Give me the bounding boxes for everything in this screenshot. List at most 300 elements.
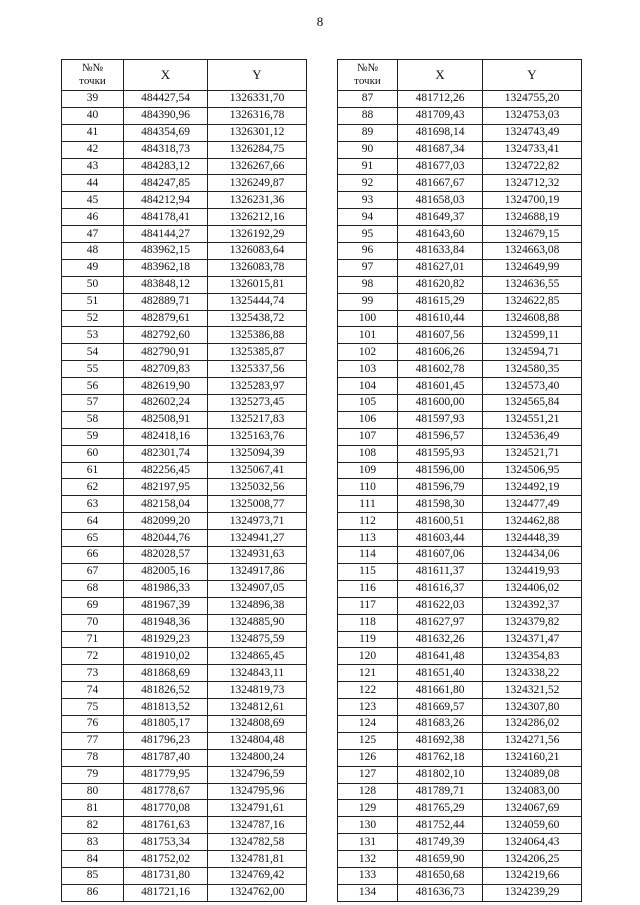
y-coordinate-cell: 1324712,32 [483,175,582,192]
column-header-point-number: №№ точки [338,60,398,91]
point-number-cell: 51 [62,293,124,310]
table-row [62,462,307,479]
y-coordinate-cell: 1324800,24 [208,749,307,766]
table-row [338,445,582,462]
y-coordinate-cell: 1324781,81 [208,851,307,868]
x-coordinate-cell: 481598,30 [398,496,483,513]
x-coordinate-cell: 481683,26 [398,715,483,732]
x-coordinate-cell: 481651,40 [398,665,483,682]
y-coordinate-cell: 1324679,15 [483,226,582,243]
y-coordinate-cell: 1326249,87 [208,175,307,192]
column-header-point-number: №№ точки [62,60,124,91]
x-coordinate-cell: 483962,15 [124,243,208,260]
point-number-cell: 67 [62,563,124,580]
x-coordinate-cell: 482709,83 [124,361,208,378]
y-coordinate-cell: 1326083,78 [208,259,307,276]
x-coordinate-cell: 481752,02 [124,851,208,868]
y-coordinate-cell: 1324865,45 [208,648,307,665]
table-row [62,867,307,884]
table-row [338,715,582,732]
x-coordinate-cell: 481796,23 [124,732,208,749]
x-coordinate-cell: 481752,44 [398,817,483,834]
x-coordinate-cell: 481650,68 [398,867,483,884]
x-coordinate-cell: 484318,73 [124,141,208,158]
point-number-cell: 69 [62,597,124,614]
coordinates-table-right [337,59,582,902]
point-number-cell: 76 [62,715,124,732]
y-coordinate-cell: 1324434,06 [483,547,582,564]
x-coordinate-cell: 481611,37 [398,563,483,580]
point-number-cell: 122 [338,682,398,699]
y-coordinate-cell: 1325094,39 [208,445,307,462]
table-row [338,783,582,800]
point-number-cell: 80 [62,783,124,800]
y-coordinate-cell: 1325217,83 [208,411,307,428]
y-coordinate-cell: 1324160,21 [483,749,582,766]
table-row [62,124,307,141]
table-row [62,563,307,580]
x-coordinate-cell: 481649,37 [398,209,483,226]
point-number-cell: 98 [338,276,398,293]
y-coordinate-cell: 1324419,93 [483,563,582,580]
point-number-cell: 42 [62,141,124,158]
table-row [62,479,307,496]
table-row [338,293,582,310]
table-row [338,124,582,141]
y-coordinate-cell: 1324608,88 [483,310,582,327]
x-coordinate-cell: 481602,78 [398,361,483,378]
point-number-cell: 83 [62,834,124,851]
point-number-cell: 77 [62,732,124,749]
point-number-cell: 68 [62,580,124,597]
point-number-cell: 95 [338,226,398,243]
table-row [62,817,307,834]
y-coordinate-cell: 1324565,84 [483,395,582,412]
table-row [62,530,307,547]
y-coordinate-cell: 1324649,99 [483,259,582,276]
table-row [338,91,582,108]
table-row [62,226,307,243]
point-number-cell: 89 [338,124,398,141]
y-coordinate-cell: 1326212,16 [208,209,307,226]
point-number-cell: 118 [338,614,398,631]
table-row [338,648,582,665]
x-coordinate-cell: 482418,16 [124,428,208,445]
table-row [338,209,582,226]
point-number-cell: 116 [338,580,398,597]
x-coordinate-cell: 481805,17 [124,715,208,732]
table-row [62,766,307,783]
y-coordinate-cell: 1324753,03 [483,107,582,124]
table-row [338,580,582,597]
y-coordinate-cell: 1324622,85 [483,293,582,310]
x-coordinate-cell: 484178,41 [124,209,208,226]
y-coordinate-cell: 1324733,41 [483,141,582,158]
y-coordinate-cell: 1324636,55 [483,276,582,293]
x-coordinate-cell: 481632,26 [398,631,483,648]
table-row [62,259,307,276]
x-coordinate-cell: 481709,43 [398,107,483,124]
y-coordinate-cell: 1324931,63 [208,547,307,564]
table-row [338,276,582,293]
table-header-row [62,60,307,91]
point-number-cell: 57 [62,395,124,412]
point-number-cell: 133 [338,867,398,884]
point-number-cell: 72 [62,648,124,665]
y-coordinate-cell: 1324812,61 [208,699,307,716]
y-coordinate-cell: 1324804,48 [208,732,307,749]
x-coordinate-cell: 481627,01 [398,259,483,276]
x-coordinate-cell: 481600,51 [398,513,483,530]
table-row [338,732,582,749]
point-number-cell: 125 [338,732,398,749]
table-row [338,851,582,868]
point-number-cell: 132 [338,851,398,868]
y-coordinate-cell: 1324551,21 [483,411,582,428]
y-coordinate-cell: 1324392,37 [483,597,582,614]
point-number-cell: 39 [62,91,124,108]
x-coordinate-cell: 481826,52 [124,682,208,699]
y-coordinate-cell: 1324338,22 [483,665,582,682]
y-coordinate-cell: 1324379,82 [483,614,582,631]
point-number-cell: 40 [62,107,124,124]
table-row [338,834,582,851]
point-number-cell: 53 [62,327,124,344]
y-coordinate-cell: 1324700,19 [483,192,582,209]
table-row [338,817,582,834]
table-row [62,411,307,428]
y-coordinate-cell: 1324808,69 [208,715,307,732]
point-number-cell: 120 [338,648,398,665]
point-number-cell: 65 [62,530,124,547]
x-coordinate-cell: 481636,73 [398,884,483,901]
point-number-cell: 88 [338,107,398,124]
column-header-y: Y [483,60,582,91]
table-row [338,631,582,648]
x-coordinate-cell: 481659,90 [398,851,483,868]
x-coordinate-cell: 481669,57 [398,699,483,716]
table-row [338,597,582,614]
table-row [62,243,307,260]
x-coordinate-cell: 481986,33 [124,580,208,597]
point-number-cell: 62 [62,479,124,496]
y-coordinate-cell: 1324067,69 [483,800,582,817]
table-row [338,884,582,901]
x-coordinate-cell: 481627,97 [398,614,483,631]
y-coordinate-cell: 1324782,58 [208,834,307,851]
table-row [62,175,307,192]
y-coordinate-cell: 1325163,76 [208,428,307,445]
point-number-cell: 108 [338,445,398,462]
y-coordinate-cell: 1324462,88 [483,513,582,530]
table-row [62,851,307,868]
page-number: 8 [316,14,324,29]
x-coordinate-cell: 482602,24 [124,395,208,412]
point-number-cell: 55 [62,361,124,378]
x-coordinate-cell: 482197,95 [124,479,208,496]
x-coordinate-cell: 481661,80 [398,682,483,699]
x-coordinate-cell: 481802,10 [398,766,483,783]
point-number-cell: 75 [62,699,124,716]
table-row [338,428,582,445]
y-coordinate-cell: 1324796,59 [208,766,307,783]
y-coordinate-cell: 1324536,49 [483,428,582,445]
x-coordinate-cell: 484354,69 [124,124,208,141]
table-row [338,175,582,192]
x-coordinate-cell: 481600,00 [398,395,483,412]
x-coordinate-cell: 481731,80 [124,867,208,884]
column-header-x: X [398,60,483,91]
y-coordinate-cell: 1324448,39 [483,530,582,547]
point-number-cell: 99 [338,293,398,310]
point-number-cell: 56 [62,378,124,395]
y-coordinate-cell: 1324521,71 [483,445,582,462]
y-coordinate-cell: 1324795,96 [208,783,307,800]
point-number-cell: 48 [62,243,124,260]
point-number-cell: 117 [338,597,398,614]
table-row [62,107,307,124]
point-number-cell: 107 [338,428,398,445]
x-coordinate-cell: 481610,44 [398,310,483,327]
point-number-cell: 64 [62,513,124,530]
x-coordinate-cell: 481641,48 [398,648,483,665]
table-row [62,158,307,175]
table-row [338,327,582,344]
y-coordinate-cell: 1324573,40 [483,378,582,395]
x-coordinate-cell: 484247,85 [124,175,208,192]
table-row [62,141,307,158]
point-number-cell: 127 [338,766,398,783]
point-number-cell: 60 [62,445,124,462]
y-coordinate-cell: 1326301,12 [208,124,307,141]
table-row [338,530,582,547]
x-coordinate-cell: 481607,56 [398,327,483,344]
table-row [62,800,307,817]
x-coordinate-cell: 481615,29 [398,293,483,310]
y-coordinate-cell: 1324286,02 [483,715,582,732]
y-coordinate-cell: 1324791,61 [208,800,307,817]
y-coordinate-cell: 1324663,08 [483,243,582,260]
y-coordinate-cell: 1324219,66 [483,867,582,884]
point-number-cell: 82 [62,817,124,834]
table-row [62,547,307,564]
y-coordinate-cell: 1325386,88 [208,327,307,344]
y-coordinate-cell: 1324371,47 [483,631,582,648]
table-row [62,631,307,648]
y-coordinate-cell: 1324492,19 [483,479,582,496]
x-coordinate-cell: 481765,29 [398,800,483,817]
table-row [338,699,582,716]
y-coordinate-cell: 1326284,75 [208,141,307,158]
y-coordinate-cell: 1325283,97 [208,378,307,395]
x-coordinate-cell: 481721,16 [124,884,208,901]
point-number-cell: 86 [62,884,124,901]
x-coordinate-cell: 481643,60 [398,226,483,243]
x-coordinate-cell: 481596,79 [398,479,483,496]
x-coordinate-cell: 481616,37 [398,580,483,597]
table-row [338,682,582,699]
y-coordinate-cell: 1326331,70 [208,91,307,108]
y-coordinate-cell: 1325273,45 [208,395,307,412]
y-coordinate-cell: 1324083,00 [483,783,582,800]
x-coordinate-cell: 481762,18 [398,749,483,766]
x-coordinate-cell: 481910,02 [124,648,208,665]
x-coordinate-cell: 482619,90 [124,378,208,395]
y-coordinate-cell: 1325032,56 [208,479,307,496]
y-coordinate-cell: 1324843,11 [208,665,307,682]
x-coordinate-cell: 481868,69 [124,665,208,682]
table-row [62,361,307,378]
table-row [338,411,582,428]
table-row [338,344,582,361]
y-coordinate-cell: 1326083,64 [208,243,307,260]
y-coordinate-cell: 1326316,78 [208,107,307,124]
y-coordinate-cell: 1324271,56 [483,732,582,749]
y-coordinate-cell: 1324354,83 [483,648,582,665]
y-coordinate-cell: 1325444,74 [208,293,307,310]
y-coordinate-cell: 1324321,52 [483,682,582,699]
point-number-cell: 119 [338,631,398,648]
table-row [62,834,307,851]
x-coordinate-cell: 481658,03 [398,192,483,209]
coordinates-table-left [61,59,307,902]
x-coordinate-cell: 482889,71 [124,293,208,310]
point-number-cell: 105 [338,395,398,412]
table-row [338,141,582,158]
point-number-cell: 50 [62,276,124,293]
x-coordinate-cell: 482028,57 [124,547,208,564]
point-number-cell: 114 [338,547,398,564]
table-row [338,395,582,412]
y-coordinate-cell: 1324722,82 [483,158,582,175]
y-coordinate-cell: 1324506,95 [483,462,582,479]
x-coordinate-cell: 484144,27 [124,226,208,243]
x-coordinate-cell: 483962,18 [124,259,208,276]
point-number-cell: 85 [62,867,124,884]
point-number-cell: 47 [62,226,124,243]
x-coordinate-cell: 481595,93 [398,445,483,462]
x-coordinate-cell: 482005,16 [124,563,208,580]
x-coordinate-cell: 481789,71 [398,783,483,800]
x-coordinate-cell: 482256,45 [124,462,208,479]
x-coordinate-cell: 481948,36 [124,614,208,631]
table-row [338,158,582,175]
table-row [338,479,582,496]
point-number-cell: 91 [338,158,398,175]
table-row [338,226,582,243]
table-row [338,378,582,395]
table-row [338,547,582,564]
y-coordinate-cell: 1324580,35 [483,361,582,378]
table-row [338,614,582,631]
y-coordinate-cell: 1326231,36 [208,192,307,209]
table-row [62,580,307,597]
x-coordinate-cell: 481787,40 [124,749,208,766]
x-coordinate-cell: 481778,67 [124,783,208,800]
point-number-cell: 44 [62,175,124,192]
y-coordinate-cell: 1325385,87 [208,344,307,361]
x-coordinate-cell: 481770,08 [124,800,208,817]
x-coordinate-cell: 481620,82 [398,276,483,293]
y-coordinate-cell: 1324206,25 [483,851,582,868]
point-number-cell: 59 [62,428,124,445]
table-row [62,614,307,631]
point-number-cell: 81 [62,800,124,817]
point-number-cell: 109 [338,462,398,479]
y-coordinate-cell: 1326192,29 [208,226,307,243]
x-coordinate-cell: 483848,12 [124,276,208,293]
table-row [62,783,307,800]
point-number-cell: 97 [338,259,398,276]
y-coordinate-cell: 1324896,38 [208,597,307,614]
y-coordinate-cell: 1324885,90 [208,614,307,631]
x-coordinate-cell: 481749,39 [398,834,483,851]
table-row [338,665,582,682]
x-coordinate-cell: 481622,03 [398,597,483,614]
x-coordinate-cell: 482099,20 [124,513,208,530]
x-coordinate-cell: 484283,12 [124,158,208,175]
point-number-cell: 130 [338,817,398,834]
point-number-cell: 41 [62,124,124,141]
x-coordinate-cell: 481967,39 [124,597,208,614]
table-row [338,766,582,783]
y-coordinate-cell: 1324875,59 [208,631,307,648]
point-number-cell: 128 [338,783,398,800]
table-row [338,563,582,580]
y-coordinate-cell: 1324787,16 [208,817,307,834]
table-row [62,209,307,226]
point-number-cell: 66 [62,547,124,564]
point-number-cell: 52 [62,310,124,327]
table-row [338,867,582,884]
x-coordinate-cell: 481813,52 [124,699,208,716]
y-coordinate-cell: 1324755,20 [483,91,582,108]
table-row [62,192,307,209]
table-row [62,293,307,310]
x-coordinate-cell: 481606,26 [398,344,483,361]
table-row [62,91,307,108]
table-row [62,597,307,614]
table-row [338,513,582,530]
x-coordinate-cell: 481633,84 [398,243,483,260]
y-coordinate-cell: 1324941,27 [208,530,307,547]
table-row [62,732,307,749]
point-number-cell: 112 [338,513,398,530]
point-number-cell: 73 [62,665,124,682]
y-coordinate-cell: 1324599,11 [483,327,582,344]
column-header-y: Y [208,60,307,91]
point-number-cell: 126 [338,749,398,766]
point-number-cell: 115 [338,563,398,580]
table-row [62,884,307,901]
y-coordinate-cell: 1324307,80 [483,699,582,716]
table-row [62,276,307,293]
table-row [62,310,307,327]
x-coordinate-cell: 482508,91 [124,411,208,428]
x-coordinate-cell: 481677,03 [398,158,483,175]
table-row [338,361,582,378]
point-number-cell: 54 [62,344,124,361]
table-row [62,648,307,665]
point-number-cell: 104 [338,378,398,395]
point-number-cell: 111 [338,496,398,513]
table-row [62,428,307,445]
point-number-cell: 106 [338,411,398,428]
x-coordinate-cell: 481712,26 [398,91,483,108]
y-coordinate-cell: 1326267,66 [208,158,307,175]
table-row [62,682,307,699]
table-row [338,259,582,276]
